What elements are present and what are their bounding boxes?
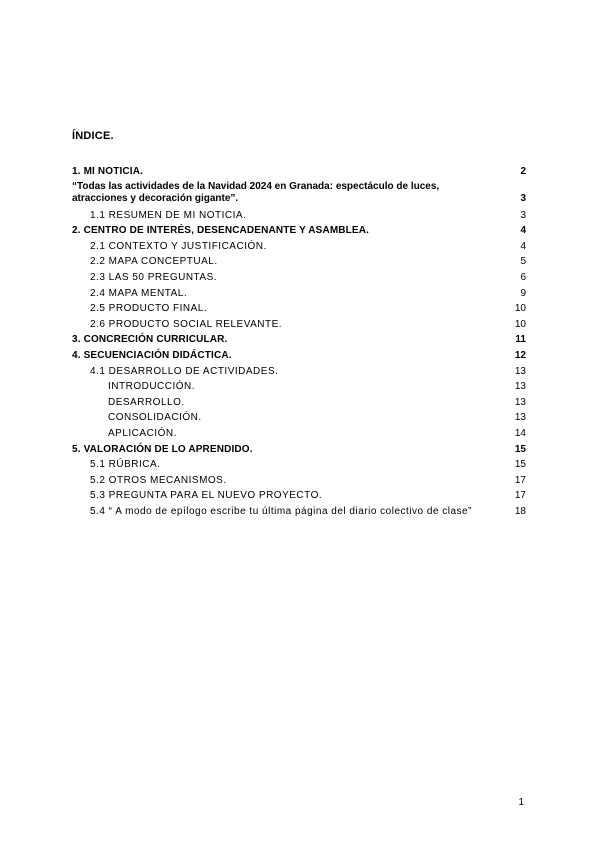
- toc-entry-label: 2.4 MAPA MENTAL.: [90, 287, 188, 299]
- toc-entry[interactable]: [72, 223, 526, 239]
- toc-entry-page: 10: [514, 303, 526, 315]
- toc-entry-page: 17: [514, 474, 526, 486]
- toc-entry[interactable]: [72, 488, 526, 504]
- toc-entry[interactable]: [72, 379, 526, 395]
- toc-entry-page: 18: [514, 505, 526, 517]
- toc-entry[interactable]: [72, 239, 526, 255]
- toc-entry-label: 5.3 PREGUNTA PARA EL NUEVO PROYECTO.: [90, 490, 323, 502]
- toc-entry-page: 15: [514, 443, 526, 455]
- toc-entry-page: 13: [514, 396, 526, 408]
- toc-entry-label: 2.1 CONTEXTO Y JUSTIFICACIÓN.: [90, 240, 267, 252]
- toc-entry-page: 13: [514, 412, 526, 424]
- toc-entry-page: 6: [520, 271, 526, 283]
- toc-entry-label: 1.1 RESUMEN DE MI NOTICIA.: [90, 209, 247, 221]
- toc-entry-page: 13: [514, 365, 526, 377]
- toc-entry-label: DESARROLLO.: [108, 396, 185, 408]
- toc-entry-page: 5: [520, 256, 526, 268]
- toc-entry[interactable]: [72, 286, 526, 302]
- toc-entry[interactable]: [72, 270, 526, 286]
- toc-entry-page: 4: [520, 225, 526, 237]
- toc-entry[interactable]: [72, 410, 526, 426]
- toc-entry[interactable]: [72, 395, 526, 411]
- footer-page-number: 1: [518, 797, 524, 808]
- toc-entry-page: 12: [514, 349, 526, 361]
- toc-entry-page: 15: [514, 459, 526, 471]
- toc-entry-label: 5.2 OTROS MECANISMOS.: [90, 474, 227, 486]
- toc-entry[interactable]: [72, 348, 526, 364]
- toc-entry-page: 2: [520, 166, 526, 177]
- toc-entry[interactable]: [72, 317, 526, 333]
- toc-entry[interactable]: [72, 473, 526, 489]
- toc-entry-label: CONSOLIDACIÓN.: [108, 412, 202, 424]
- toc-entry-label: 5. VALORACIÓN DE LO APRENDIDO.: [72, 443, 253, 455]
- toc-entry-page: 4: [520, 240, 526, 252]
- toc-entry-label: INTRODUCCIÓN.: [108, 381, 196, 393]
- toc-entry[interactable]: [72, 180, 526, 208]
- toc-entry-label: 1. MI NOTICIA.: [72, 166, 143, 177]
- toc-entry[interactable]: [72, 164, 526, 180]
- toc-entry[interactable]: [72, 332, 526, 348]
- toc-entry[interactable]: [72, 442, 526, 458]
- toc-entry-page: 13: [514, 381, 526, 393]
- toc-entry-page: 3: [520, 209, 526, 221]
- toc-entry[interactable]: [72, 254, 526, 270]
- toc-entry-page: 10: [514, 318, 526, 330]
- toc-entry-label: 5.1 RÚBRICA.: [90, 459, 161, 471]
- toc-entry-page: 14: [514, 427, 526, 439]
- toc-entry-label: 2.2 MAPA CONCEPTUAL.: [90, 256, 218, 268]
- toc-entry-page: 9: [520, 287, 526, 299]
- toc-entry[interactable]: [72, 426, 526, 442]
- toc-entry-label: 2.5 PRODUCTO FINAL.: [90, 303, 208, 315]
- toc-entry-page: 11: [515, 334, 526, 346]
- toc-entry-label: 2.6 PRODUCTO SOCIAL RELEVANTE.: [90, 318, 283, 330]
- page-title: ÍNDICE.: [72, 130, 114, 142]
- toc-entry-label: 5.4 “ A modo de epílogo escribe tu última página del diario colectivo de clase”: [90, 505, 472, 517]
- toc-entry-label: 3. CONCRECIÓN CURRICULAR.: [72, 334, 228, 346]
- toc-entry-label: 4. SECUENCIACIÓN DIDÁCTICA.: [72, 349, 232, 361]
- toc-entry[interactable]: [72, 504, 526, 520]
- toc-entry[interactable]: [72, 364, 526, 380]
- toc-entry-page: 17: [514, 490, 526, 502]
- toc-entry-label: 2. CENTRO DE INTERÉS, DESENCADENANTE Y ASAMBLEA.: [72, 225, 370, 237]
- toc-entry[interactable]: [72, 208, 526, 224]
- toc-entry-label: 2.3 LAS 50 PREGUNTAS.: [90, 271, 218, 283]
- toc-entry-label: 4.1 DESARROLLO DE ACTIVIDADES.: [90, 365, 279, 377]
- toc-entry-label: APLICACIÓN.: [108, 427, 177, 439]
- table-of-contents: [72, 164, 526, 519]
- toc-entry-label: “Todas las actividades de la Navidad 2024 en Granada: espectáculo de luces, atracciones y decoración gigante”.: [72, 180, 440, 205]
- toc-entry[interactable]: [72, 301, 526, 317]
- toc-entry[interactable]: [72, 457, 526, 473]
- toc-entry-page: 3: [520, 193, 526, 205]
